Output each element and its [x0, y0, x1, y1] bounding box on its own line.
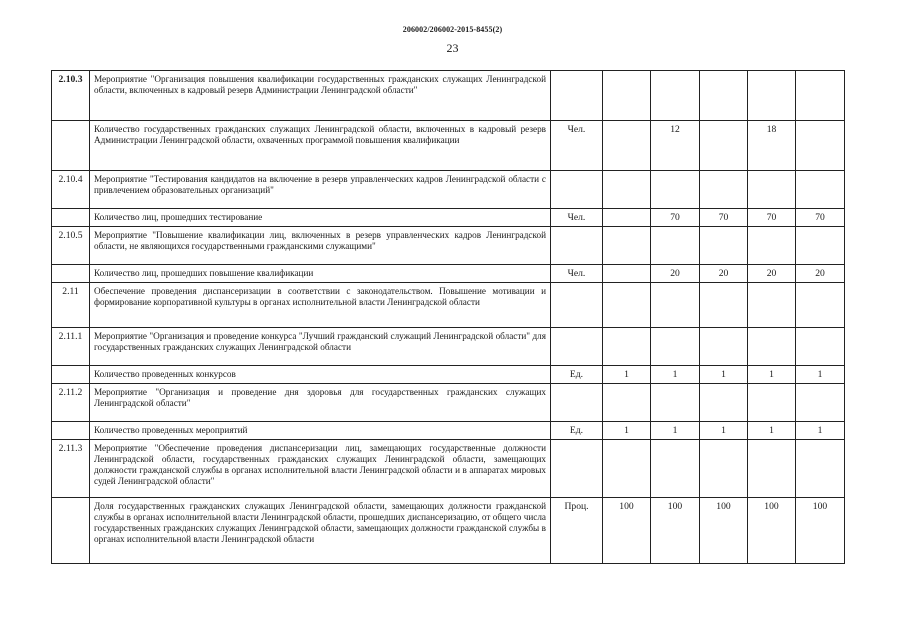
row-unit: Чел. — [551, 121, 603, 171]
row-description: Количество лиц, прошедших повышение квалификации — [90, 265, 551, 283]
row-number — [52, 366, 90, 384]
row-value-1: 100 — [603, 498, 651, 564]
row-value-3 — [700, 171, 748, 209]
row-value-5 — [796, 283, 845, 328]
row-value-1 — [603, 265, 651, 283]
row-value-4 — [748, 171, 796, 209]
table-row — [52, 209, 845, 227]
row-value-3 — [700, 283, 748, 328]
row-value-4 — [748, 227, 796, 265]
row-description: Обеспечение проведения диспансеризации в соответствии с законодательством. Повышение мотивации и формирование корпоративной культуры в органах исполнительной власти Ленинградской области — [90, 283, 551, 328]
row-unit: Чел. — [551, 209, 603, 227]
row-value-1 — [603, 384, 651, 422]
row-value-4: 100 — [748, 498, 796, 564]
row-description: Мероприятие "Организация и проведение дня здоровья для государственных гражданских служащих Ленинградской области" — [90, 384, 551, 422]
table-row — [52, 71, 845, 121]
row-number: 2.11.1 — [52, 328, 90, 366]
row-value-1 — [603, 121, 651, 171]
row-description: Количество государственных гражданских служащих Ленинградской области, включенных в кадровый резерв Администрации Ленинградской области, охваченных программой повышения квалификации — [90, 121, 551, 171]
row-value-3 — [700, 384, 748, 422]
row-value-4 — [748, 384, 796, 422]
row-value-5: 20 — [796, 265, 845, 283]
row-value-2 — [651, 440, 700, 498]
row-number — [52, 265, 90, 283]
row-unit — [551, 227, 603, 265]
row-value-2: 20 — [651, 265, 700, 283]
row-value-4 — [748, 328, 796, 366]
row-value-1 — [603, 209, 651, 227]
table-body — [52, 71, 845, 564]
row-value-3: 1 — [700, 366, 748, 384]
table-row — [52, 265, 845, 283]
row-number — [52, 498, 90, 564]
row-unit — [551, 71, 603, 121]
row-value-1: 1 — [603, 366, 651, 384]
row-value-2: 100 — [651, 498, 700, 564]
table-row — [52, 498, 845, 564]
row-value-1 — [603, 171, 651, 209]
row-value-2 — [651, 328, 700, 366]
table-row — [52, 121, 845, 171]
row-description: Количество проведенных конкурсов — [90, 366, 551, 384]
row-value-5 — [796, 227, 845, 265]
row-value-5 — [796, 171, 845, 209]
row-unit: Ед. — [551, 366, 603, 384]
row-value-4: 20 — [748, 265, 796, 283]
row-value-2: 12 — [651, 121, 700, 171]
row-value-4: 1 — [748, 422, 796, 440]
table-row — [52, 366, 845, 384]
row-description: Мероприятие "Обеспечение проведения диспансеризации лиц, замещающих государственные должности Ленинградской области, государственных гражданских служащих Ленинградской области, замещающих должности гражданской службы в органах исполнительной власти Ленинградской области и в аппаратах мировых судей Ленинградской области" — [90, 440, 551, 498]
row-description: Доля государственных гражданских служащих Ленинградской области, замещающих должности гражданской службы в органах исполнительной власти Ленинградской области, прошедших диспансеризацию, от общего числа государственных гражданских служащих Ленинградской области, замещающих должности гражданской службы в органах исполнительной власти Ленинградской области — [90, 498, 551, 564]
row-value-3 — [700, 121, 748, 171]
table-row — [52, 171, 845, 209]
row-value-3 — [700, 328, 748, 366]
row-unit: Ед. — [551, 422, 603, 440]
row-value-2 — [651, 227, 700, 265]
row-value-2: 70 — [651, 209, 700, 227]
row-unit — [551, 384, 603, 422]
row-value-2 — [651, 71, 700, 121]
document-id: 206002/206002-2015-8455(2) — [402, 25, 503, 34]
row-value-2 — [651, 171, 700, 209]
row-value-3: 70 — [700, 209, 748, 227]
table-row — [52, 328, 845, 366]
row-unit: Проц. — [551, 498, 603, 564]
row-value-1 — [603, 71, 651, 121]
row-value-2 — [651, 283, 700, 328]
row-number: 2.11 — [52, 283, 90, 328]
row-value-3: 1 — [700, 422, 748, 440]
row-unit — [551, 283, 603, 328]
table-row — [52, 384, 845, 422]
row-value-2: 1 — [651, 366, 700, 384]
row-value-4: 1 — [748, 366, 796, 384]
row-value-3: 100 — [700, 498, 748, 564]
row-value-1 — [603, 440, 651, 498]
row-value-3: 20 — [700, 265, 748, 283]
table-row — [52, 440, 845, 498]
row-value-5 — [796, 384, 845, 422]
row-value-5: 70 — [796, 209, 845, 227]
row-value-5 — [796, 121, 845, 171]
row-value-1 — [603, 283, 651, 328]
page-number: 23 — [446, 41, 459, 55]
row-unit — [551, 171, 603, 209]
row-number — [52, 121, 90, 171]
row-value-4 — [748, 283, 796, 328]
row-value-5 — [796, 328, 845, 366]
row-unit — [551, 440, 603, 498]
row-description: Мероприятие "Организация повышения квалификации государственных гражданских служащих Ленинградской области, включенных в кадровый резерв Администрации Ленинградской области" — [90, 71, 551, 121]
row-value-3 — [700, 227, 748, 265]
row-description: Мероприятие "Повышение квалификации лиц, включенных в резерв управленческих кадров Ленинградской области, не являющихся государственными гражданскими служащими" — [90, 227, 551, 265]
row-number: 2.11.2 — [52, 384, 90, 422]
row-value-1 — [603, 328, 651, 366]
row-unit — [551, 328, 603, 366]
row-description: Мероприятие "Тестирования кандидатов на включение в резерв управленческих кадров Ленинградской области с привлечением образовательных организаций" — [90, 171, 551, 209]
row-number: 2.10.4 — [52, 171, 90, 209]
row-value-5: 1 — [796, 366, 845, 384]
row-value-1: 1 — [603, 422, 651, 440]
program-table — [51, 70, 845, 564]
row-number: 2.10.5 — [52, 227, 90, 265]
table-row — [52, 422, 845, 440]
row-number — [52, 209, 90, 227]
table-row — [52, 227, 845, 265]
row-value-5 — [796, 440, 845, 498]
row-value-5 — [796, 71, 845, 121]
table-row — [52, 283, 845, 328]
row-description: Количество лиц, прошедших тестирование — [90, 209, 551, 227]
row-value-4 — [748, 440, 796, 498]
row-number: 2.11.3 — [52, 440, 90, 498]
row-value-5: 1 — [796, 422, 845, 440]
row-value-4: 18 — [748, 121, 796, 171]
row-value-1 — [603, 227, 651, 265]
row-number — [52, 422, 90, 440]
row-unit: Чел. — [551, 265, 603, 283]
row-value-4 — [748, 71, 796, 121]
row-value-5: 100 — [796, 498, 845, 564]
row-number: 2.10.3 — [52, 71, 90, 121]
row-description: Мероприятие "Организация и проведение конкурса "Лучший гражданский служащий Ленинградской области" для государственных гражданских служащих Ленинградской области — [90, 328, 551, 366]
row-value-4: 70 — [748, 209, 796, 227]
row-value-3 — [700, 71, 748, 121]
row-value-2 — [651, 384, 700, 422]
row-value-3 — [700, 440, 748, 498]
row-value-2: 1 — [651, 422, 700, 440]
row-description: Количество проведенных мероприятий — [90, 422, 551, 440]
